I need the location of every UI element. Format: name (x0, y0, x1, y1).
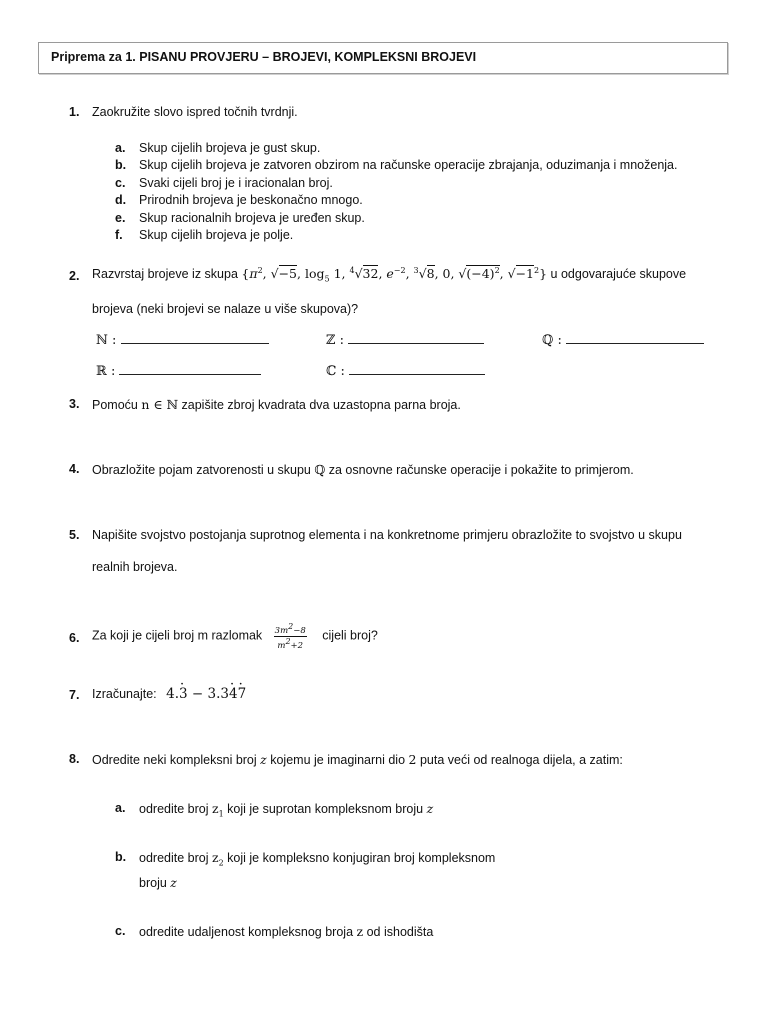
q8a-post: koji je suprotan kompleksnom broju (227, 802, 424, 816)
q3-post: zapišite zbroj kvadrata dva uzastopna parna broja. (181, 398, 461, 412)
q1-item-text: Svaki cijeli broj je i iracionalan broj. (139, 176, 333, 190)
q1-item-letter: d. (115, 193, 127, 207)
q5-number: 5. (69, 528, 80, 542)
q1-item-text: Skup cijelih brojeva je zatvoren obzirom na računske operacije zbrajanja, oduzimanja i množenja. (139, 158, 678, 172)
set-r-answer: ℝ : (96, 364, 261, 379)
q5-line2: realnih brojeva. (92, 560, 178, 574)
q6-post: cijeli broj? (322, 628, 378, 643)
document-title: Priprema za 1. PISANU PROVJERU – BROJEVI, KOMPLEKSNI BROJEVI (51, 50, 477, 64)
q1-number: 1. (69, 105, 80, 119)
answer-blank[interactable] (348, 333, 484, 344)
q4-text (92, 462, 634, 477)
q8c-letter: c. (115, 924, 126, 938)
set-q-answer: ℚ : (542, 333, 704, 348)
q8c-post: od ishodišta (366, 925, 434, 939)
set-z-answer: ℤ : (326, 333, 484, 348)
q8b-text: odredite broj $z_2$ koji je kompleksno konjugiran broj kompleksnom (139, 850, 496, 868)
q8b-pre: odredite broj (139, 851, 209, 865)
set-n-symbol: ℕ (96, 333, 108, 348)
set-n-answer: ℕ : (96, 333, 269, 348)
q8c-text: odredite udaljenost kompleksnog broja z od ishodišta (139, 924, 434, 939)
q8b-line2: broju z (139, 875, 177, 890)
q1-item-letter: e. (115, 211, 126, 225)
answer-blank[interactable] (349, 364, 485, 375)
q8a-letter: a. (115, 801, 126, 815)
q2-tail: u odgovarajuće skupove (550, 267, 687, 282)
answer-blank[interactable] (121, 333, 269, 344)
q8-mid: kojemu je imaginarni dio (270, 753, 406, 767)
set-q-symbol: ℚ (542, 333, 554, 348)
q6-fraction: $\frac{3m^2-8}{m^2+2}$ (274, 622, 306, 651)
q8-pre: Odredite neki kompleksni broj (92, 753, 257, 767)
q8b-line2-text: broju (139, 876, 167, 890)
q7-expression: 4.· 3 − 3.3· 4· 7 (166, 686, 246, 702)
q8b-letter: b. (115, 850, 127, 864)
q2-lead: Razvrstaj brojeve iz skupa (92, 267, 238, 282)
q4-post: za osnovne računske operacije i pokažite to primjerom. (328, 463, 634, 477)
q4-math: ℚ (314, 462, 326, 477)
answer-blank[interactable] (119, 364, 261, 375)
q1-item-text: Skup cijelih brojeva je gust skup. (139, 141, 321, 155)
q7-label: Izračunajte: (92, 687, 157, 701)
q2-line2: brojeva (neki brojevi se nalaze u više skupova)? (92, 302, 359, 316)
q8-two: 2 (408, 752, 417, 767)
q3-pre: Pomoću (92, 398, 138, 412)
q7-number: 7. (69, 688, 80, 702)
header-box (38, 42, 728, 74)
q8a-pre: odredite broj (139, 802, 209, 816)
q1-item-letter: f. (115, 228, 123, 242)
q5-line1: Napišite svojstvo postojanja suprotnog elementa i na konkretnome primjeru obrazložite to svojstvo u skupu (92, 528, 682, 542)
q1-item-text: Skup cijelih brojeva je polje. (139, 228, 294, 242)
q3-number: 3. (69, 397, 80, 411)
q1-item-text: Skup racionalnih brojeva je uređen skup. (139, 211, 365, 225)
q8-post: puta veći od realnoga dijela, a zatim: (419, 753, 623, 767)
q4-pre: Obrazložite pojam zatvorenosti u skupu (92, 463, 311, 477)
set-c-symbol: ℂ (326, 364, 337, 379)
set-c-answer: ℂ : (326, 364, 485, 379)
q6-number: 6. (69, 631, 80, 645)
set-z-symbol: ℤ (326, 333, 336, 348)
q2-number: 2. (69, 269, 80, 283)
q1-item-letter: a. (115, 141, 126, 155)
q1-item-text: Prirodnih brojeva je beskonačno mnogo. (139, 193, 363, 207)
q8-number: 8. (69, 752, 80, 766)
q8b-post: koji je kompleksno konjugiran broj kompleksnom (227, 851, 496, 865)
q8a-text: odredite broj $z_1$ koji je suprotan kompleksnom broju z (139, 801, 434, 819)
q1-text: Zaokružite slovo ispred točnih tvrdnji. (92, 105, 298, 119)
q2-number-set: {$\pi^2$, √−5, $\log_5 1$, $^4$√32, $e^{-2}$, $^3$√8, 0, $√(-4)^2$, $√-1^2$} (241, 266, 548, 284)
q7-text (92, 686, 246, 702)
q8-text: Odredite neki kompleksni broj z kojemu je imaginarni dio 2 puta veći od realnoga dijela, a zatim: (92, 752, 623, 767)
q3-math: n ∈ ℕ (141, 397, 179, 412)
q1-item-letter: b. (115, 158, 127, 172)
answer-blank[interactable] (566, 333, 704, 344)
set-r-symbol: ℝ (96, 364, 107, 379)
q6-text (92, 622, 378, 651)
q8c-pre: odredite udaljenost kompleksnog broja (139, 925, 354, 939)
q4-number: 4. (69, 462, 80, 476)
q1-item-letter: c. (115, 176, 126, 190)
q2-line1 (92, 266, 686, 284)
q6-pre: Za koji je cijeli broj m razlomak (92, 628, 263, 643)
q3-text (92, 397, 461, 412)
